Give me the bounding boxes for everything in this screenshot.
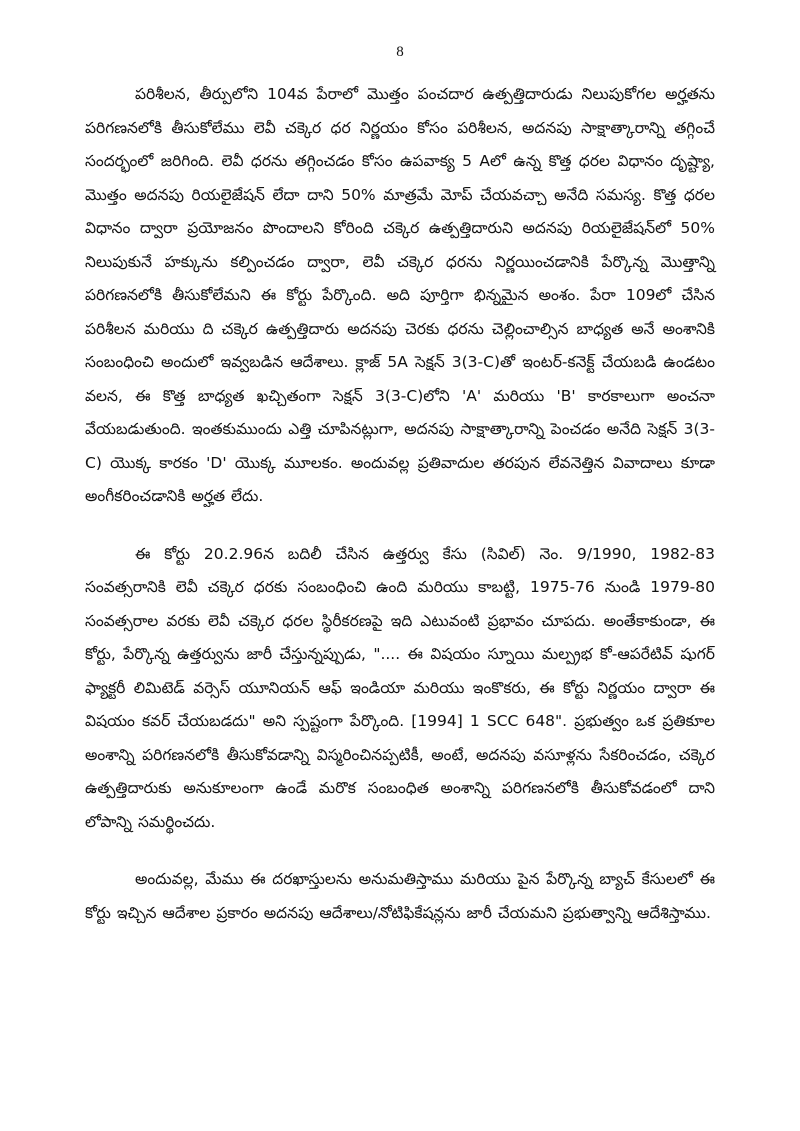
page-number: 8 — [396, 44, 404, 60]
document-body — [85, 78, 715, 954]
paragraph-1: పరిశీలన, తీర్పులోని 104వ పేరాలో మొత్తం పంచదార ఉత్పత్తిదారుడు నిలుపుకోగల అర్హతను పరిగణనలోకి తీసుకోలేము లెవీ చక్కెర ధర నిర్ణయం కోసం పరిశీలన, అదనపు సాక్షాత్కారాన్ని తగ్గించే సందర్భంలో జరిగింది. లెవీ ధరను తగ్గించడం కోసం ఉపవాక్య 5 Aలో ఉన్న కొత్త ధరల విధానం దృష్ట్యా, మొత్తం అదనపు రియలైజేషన్ లేదా దాని 50% మాత్రమే మోప్ చేయవచ్చా అనేది సమస్య. కొత్త ధరల విధానం ద్వారా ప్రయోజనం పొందాలని కోరింది చక్కెర ఉత్పత్తిదారుని అదనపు రియలైజేషన్‌లో 50% నిలుపుకునే హక్కును కల్పించడం ద్వారా, లెవీ చక్కెర ధరను నిర్ణయించడానికి పేర్కొన్న మొత్తాన్ని పరిగణనలోకి తీసుకోలేమని ఈ కోర్టు పేర్కొంది. అది పూర్తిగా భిన్నమైన అంశం. పేరా 109లో చేసిన పరిశీలన మరియు ది చక్కెర ఉత్పత్తిదారు అదనపు చెరకు ధరను చెల్లించాల్సిన బాధ్యత అనే అంశానికి సంబంధించి అందులో ఇవ్వబడిన ఆదేశాలు. క్లాజ్ 5A సెక్షన్ 3(3-C)తో ఇంటర్-కనెక్ట్ చేయబడి ఉండటం వలన, ఈ కొత్త బాధ్యత ఖచ్చితంగా సెక్షన్ 3(3-C)లోని 'A' మరియు 'B' కారకాలుగా అంచనా వేయబడుతుంది. ఇంతకుముందు ఎత్తి చూపినట్లుగా, అదనపు సాక్షాత్కారాన్ని పెంచడం అనేది సెక్షన్ 3(3-C) యొక్క కారకం 'D' యొక్క మూలకం. అందువల్ల ప్రతివాదుల తరపున లేవనెత్తిన వివాదాలు కూడా అంగీకరించడానికి అర్హత లేదు. — [85, 85, 715, 505]
paragraph-3: అందువల్ల, మేము ఈ దరఖాస్తులను అనుమతిస్తాము మరియు పైన పేర్కొన్న బ్యాచ్ కేసులలో ఈ కోర్టు ఇచ్చిన ఆదేశాల ప్రకారం అదనపు ఆదేశాలు/నోటిఫికేషన్లను జారీ చేయమని ప్రభుత్వాన్ని ఆదేశిస్తాము. — [85, 870, 715, 922]
paragraph-2: ఈ కోర్టు 20.2.96న బదిలీ చేసిన ఉత్తర్వు కేసు (సివిల్) నెం. 9/1990, 1982-83 సంవత్సరానికి లెవీ చక్కెర ధరకు సంబంధించి ఉంది మరియు కాబట్టి, 1975-76 నుండి 1979-80 సంవత్సరాల వరకు లెవీ చక్కెర ధరల స్థిరీకరణపై ఇది ఎటువంటి ప్రభావం చూపదు. అంతేకాకుండా, ఈ కోర్టు, పేర్కొన్న ఉత్తర్వును జారీ చేస్తున్నప్పుడు, ".... ఈ విషయం స్నూయి మల్ప్రభ కో-ఆపరేటివ్ షుగర్ ఫ్యాక్టరీ లిమిటెడ్ వర్సెస్ యూనియన్ ఆఫ్ ఇండియా మరియు ఇంకొకరు, ఈ కోర్టు నిర్ణయం ద్వారా ఈ విషయం కవర్ చేయబడదు" అని స్పష్టంగా పేర్కొంది. [1994] 1 SCC 648". ప్రభుత్వం ఒక ప్రతికూల అంశాన్ని పరిగణనలోకి తీసుకోవడాన్ని విస్మరించినప్పటికీ, అంటే, అదనపు వసూళ్లను సేకరించడం, చక్కెర ఉత్పత్తిదారుకు అనుకూలంగా ఉండే మరొక సంబంధిత అంశాన్ని పరిగణనలోకి తీసుకోవడంలో దాని లోపాన్ని సమర్థించదు. — [85, 544, 715, 831]
